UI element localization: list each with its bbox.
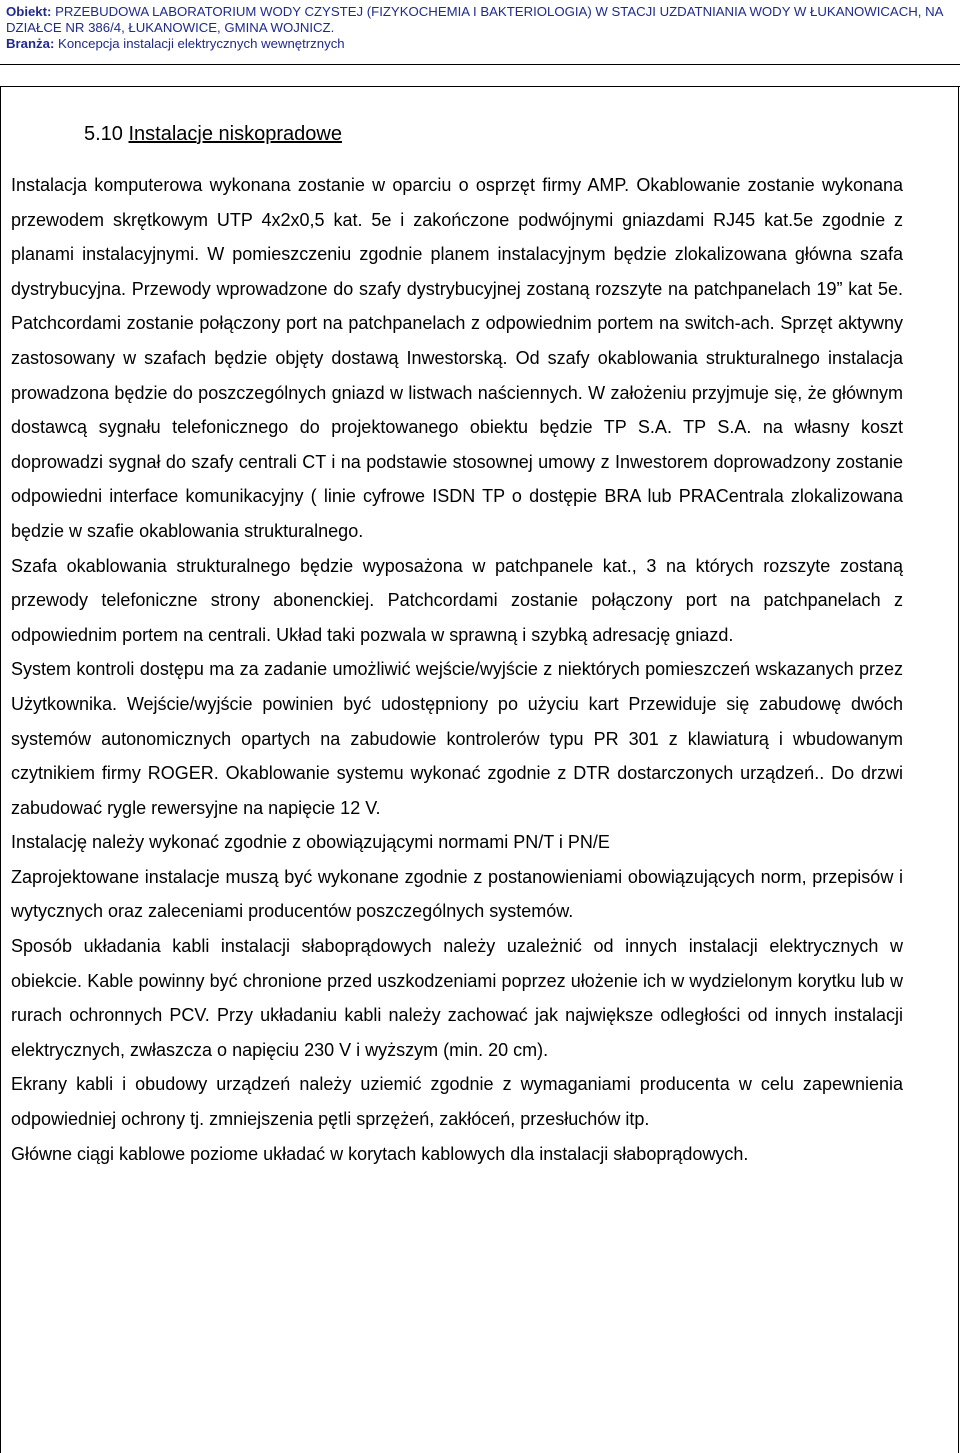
paragraph-access-control: System kontroli dostępu ma za zadanie umożliwić wejście/wyjście z niektórych pomieszczeń wskazanych przez Użytkownika. Wejście/wyjście powinien być udostępniony po użyciu kart Przewiduje się zabudowę dwóch systemów autonomicznych opartych na zabudowie kontrolerów typu PR 301 z klawiaturą i wbudowanym czytnikiem firmy ROGER. Okablowanie systemu wykonać zgodnie z DTR dostarczonych urządzeń.. Do drzwi zabudować rygle rewersyjne na napięcie 12 V. — [11, 659, 903, 818]
frame-top-border — [0, 86, 960, 87]
paragraph-cable-routing: Sposób układania kabli instalacji słaboprądowych należy uzależnić od innych instalacji elektrycznych w obiekcie. Kable powinny być chronione przed uszkodzeniami poprzez ułożenie ich w wydzielonym korytku lub w rurach ochronnych PCV. Przy układaniu kabli należy zachować jak największe odległości od innych instalacji elektrycznych, zwłaszcza o napięciu 230 V i wyższym (min. 20 cm). — [11, 936, 903, 1060]
frame-right-border — [958, 86, 959, 1453]
header-divider — [0, 64, 960, 65]
section-heading — [84, 120, 342, 148]
paragraph-cable-trays: Główne ciągi kablowe poziome układać w korytach kablowych dla instalacji słaboprądowych. — [11, 1143, 749, 1164]
section-number: 5.10 — [84, 123, 123, 145]
branch-line — [6, 36, 954, 52]
paragraph-lan-installation: Instalacja komputerowa wykonana zostanie w oparciu o osprzęt firmy AMP. Okablowanie zostanie wykonana przewodem skrętkowym UTP 4x2x0,5 kat. 5e i zakończone podwójnymi gniazdami RJ45 kat.5e zgodnie z planami instalacyjnymi. W pomieszczeniu zgodnie planem instalacyjnym będzie zlokalizowana główna szafa dystrybucyjna. Przewody wprowadzone do szafy dystrybucyjnej zostaną rozszyte na patchpanelach 19” kat 5e. Patchcordami zostanie połączony port na patchpanelach z odpowiednim portem na switch-ach. Sprzęt aktywny zastosowany w szafach będzie objęty dostawą Inwestorską. Od szafy okablowania strukturalnego instalacja prowadzona będzie do poszczególnych gniazd w listwach naściennych. W założeniu przyjmuje się, że głównym dostawcą sygnału telefonicznego do projektowanego obiektu będzie TP S.A. TP S.A. na własny koszt doprowadzi sygnał do szafy centrali CT i na podstawie stosownej umowy z Inwestorem doprowadzony zostanie odpowiedni interface komunikacyjny ( linie cyfrowe ISDN TP o dostępie BRA lub PRACentrala zlokalizowana będzie w szafie okablowania strukturalnego. — [11, 175, 903, 541]
branch-text: Koncepcja instalacji elektrycznych wewnętrznych — [58, 36, 345, 51]
frame-left-border — [0, 86, 1, 1453]
object-label: Obiekt: — [6, 4, 52, 19]
document-body — [11, 168, 903, 1171]
paragraph-regulations: Zaprojektowane instalacje muszą być wykonane zgodnie z postanowieniami obowiązujących norm, przepisów i wytycznych oraz zaleceniami producentów poszczególnych systemów. — [11, 866, 903, 922]
branch-label: Branża: — [6, 36, 55, 51]
paragraph-standards: Instalację należy wykonać zgodnie z obowiązującymi normami PN/T i PN/E — [11, 832, 610, 853]
document-header — [6, 4, 954, 52]
object-line — [6, 4, 954, 36]
paragraph-patchpanels: Szafa okablowania strukturalnego będzie wyposażona w patchpanele kat., 3 na których rozszyte zostaną przewody telefoniczne strony abonenckiej. Patchcordami zostanie połączony port na patchpanelach z odpowiednim portem na centrali. Układ taki pozwala w sprawną i szybką adresację gniazd. — [11, 555, 903, 645]
section-title: Instalacje niskopradowe — [128, 123, 342, 145]
object-text: PRZEBUDOWA LABORATORIUM WODY CZYSTEJ (FIZYKOCHEMIA I BAKTERIOLOGIA) W STACJI UZDATNIANIA WODY W ŁUKANOWICACH, NA DZIAŁCE NR 386/4, ŁUKANOWICE, GMINA WOJNICZ. — [6, 4, 943, 35]
paragraph-grounding: Ekrany kabli i obudowy urządzeń należy uziemić zgodnie z wymaganiami producenta w celu zapewnienia odpowiedniej ochrony tj. zmniejszenia pętli sprzężeń, zakłóceń, przesłuchów itp. — [11, 1074, 903, 1130]
